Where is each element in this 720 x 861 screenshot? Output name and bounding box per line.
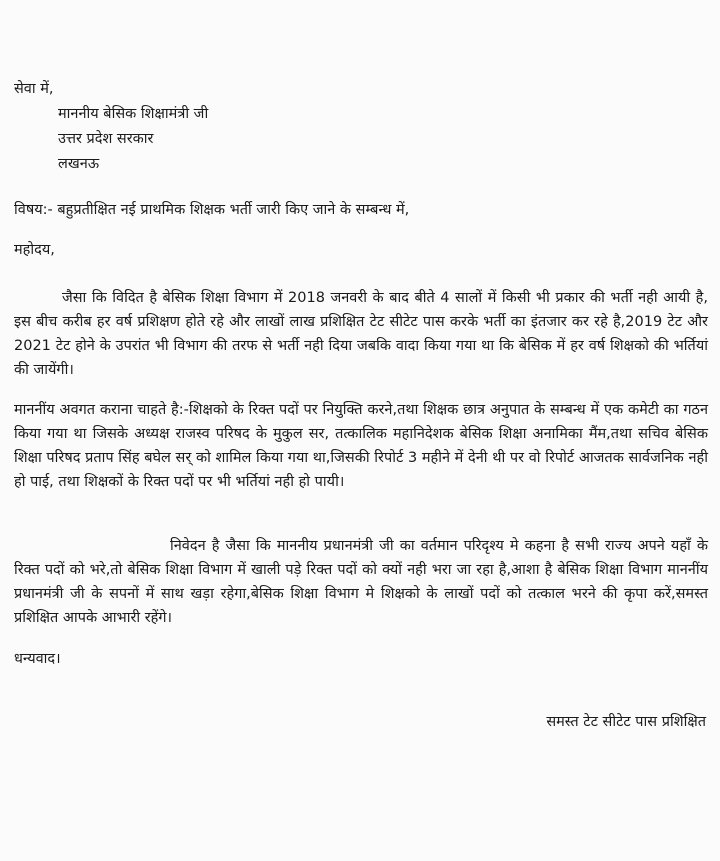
greeting: महोदय, [14,242,55,258]
paragraph-1-text: जैसा कि विदित है बेसिक शिक्षा विभाग में 2018 जनवरी के बाद बीते 4 सालों में किसी भी प्रकार की भर्ती नही आयी है, इस बीच करीब हर वर्ष प्रशिक्षण होते रहे और लाखों लाख प्रशिक्षित टेट सीटेट पास करके भर्ती का इंतजार कर रहे है,2019 टेट और 2021 टेट होने के उपरांत भी विभाग की तरफ से भर्ती नही दिया जबकि वादा किया गया था कि बेसिक में हर वर्ष शिक्षको की भर्तियां की जायेंगी। [14,290,708,378]
recipient-govt: उत्तर प्रदेश सरकार [58,131,154,147]
paragraph-3 [14,534,708,630]
signature: समस्त टेट सीटेट पास प्रशिक्षित [546,714,706,730]
recipient-title: माननीय बेसिक शिक्षामंत्री जी [58,106,209,122]
paragraph-3-text: निवेदन है जैसा कि माननीय प्रधानमंत्री जी का वर्तमान परिदृश्य मे कहना है सभी राज्य अपने यहाँ के रिक्त पदों को भरे,तो बेसिक शिक्षा विभाग में खाली पड़े रिक्त पदों को क्यों नही भरा जा रहा है,आशा है बेसिक शिक्षा विभाग माननींय प्रधानमंत्री जी के सपनों में साथ खड़ा रहेगा,बेसिक शिक्षा विभाग मे शिक्षको के लाखों पदों को तत्काल भरने की कृपा करें,समस्त प्रशिक्षित आपके आभारी रहेंगे। [14,538,708,626]
closing: धन्यवाद। [14,651,61,667]
salutation-to: सेवा में, [14,81,54,97]
paragraph-1 [14,286,708,382]
recipient-city: लखनऊ [58,156,100,172]
paragraph-2 [14,398,708,494]
paragraph-2-text: माननींय अवगत कराना चाहते है:-शिक्षको के रिक्त पदों पर नियुक्ति करने,तथा शिक्षक छात्र अनुपात के सम्बन्ध में एक कमेटी का गठन किया गया था जिसके अध्यक्ष राजस्व परिषद के मुकुल सर, तत्कालिक महानिदेशक बेसिक शिक्षा अनामिका मैंम,तथा सचिव बेसिक शिक्षा परिषद प्रताप सिंह बघेल सर् को शामिल किया गया था,जिसकी रिपोर्ट 3 महीने में देनी थी पर वो रिपोर्ट आजतक सार्वजनिक नही हो पाई, तथा शिक्षकों के रिक्त पदों पर भी भर्तियां नही हो पायी। [14,402,708,490]
subject-line: विषय:- बहुप्रतीक्षित नई प्राथमिक शिक्षक भर्ती जारी किए जाने के सम्बन्ध में, [14,202,410,218]
